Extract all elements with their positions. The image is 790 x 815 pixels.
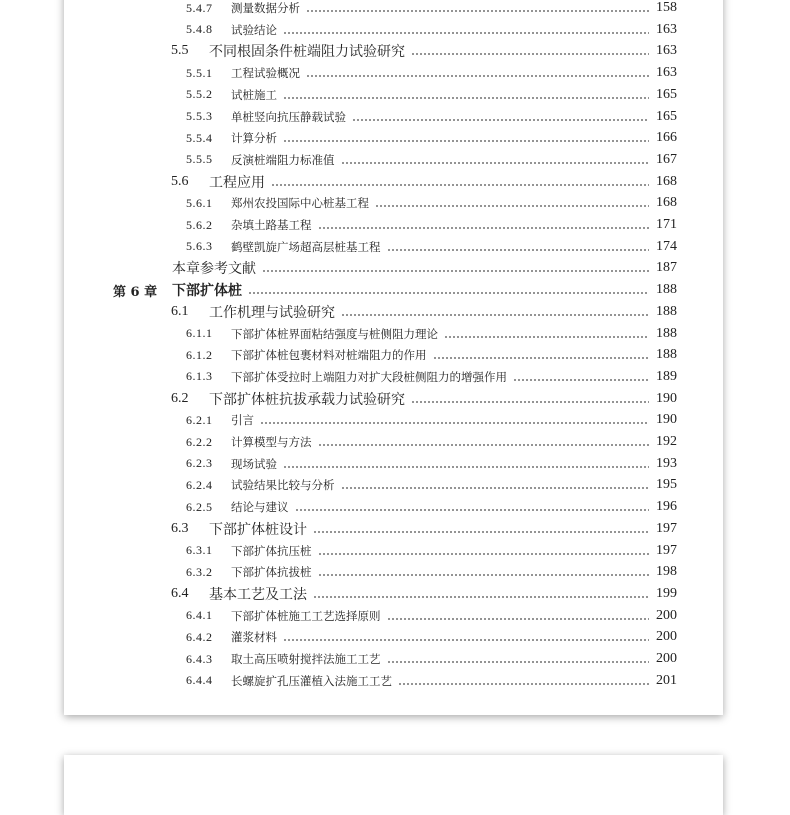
toc-entry-page-number: 190 bbox=[656, 412, 677, 428]
toc-entry[interactable] bbox=[186, 63, 677, 83]
toc-entry-number: 5.6.2 bbox=[186, 217, 213, 232]
toc-entry[interactable] bbox=[186, 432, 677, 452]
toc-entry[interactable] bbox=[186, 606, 677, 626]
toc-entry-title: 本章参考文献 bbox=[172, 261, 256, 278]
toc-entry-page-number: 196 bbox=[656, 499, 677, 515]
dot-leader bbox=[387, 249, 650, 251]
toc-entry-page-number: 163 bbox=[656, 21, 677, 37]
toc-entry-page-number: 198 bbox=[656, 564, 677, 580]
toc-entry[interactable] bbox=[186, 193, 677, 213]
toc-entry-number: 6.3.2 bbox=[186, 564, 213, 579]
toc-entry-title: 引言 bbox=[231, 413, 254, 428]
toc-entry[interactable] bbox=[186, 454, 677, 474]
dot-leader bbox=[387, 618, 650, 620]
toc-entry-title: 下部扩体桩 bbox=[172, 283, 242, 300]
toc-entry-number: 6.2.4 bbox=[186, 477, 213, 492]
toc-entry[interactable] bbox=[171, 172, 677, 192]
toc-entry-title: 工作机理与试验研究 bbox=[209, 304, 335, 321]
toc-entry-number: 5.5.5 bbox=[186, 152, 213, 167]
toc-entry-number: 5.5 bbox=[171, 43, 189, 59]
toc-entry-number: 6.3 bbox=[171, 520, 189, 536]
toc-entry[interactable] bbox=[186, 497, 677, 517]
toc-entry-page-number: 200 bbox=[656, 629, 677, 645]
toc-entry-number: 6.4.2 bbox=[186, 629, 213, 644]
dot-leader bbox=[318, 574, 650, 576]
toc-entry[interactable] bbox=[172, 258, 677, 278]
toc-entry-number: 6.1 bbox=[171, 303, 189, 319]
toc-entry-title: 测量数据分析 bbox=[231, 1, 300, 15]
toc-entry[interactable] bbox=[186, 324, 677, 344]
toc-entry-number: 6.4.3 bbox=[186, 651, 213, 666]
toc-entry[interactable] bbox=[171, 302, 677, 322]
dot-leader bbox=[306, 10, 649, 12]
toc-entry-page-number: 197 bbox=[656, 520, 677, 536]
toc-entry-page-number: 195 bbox=[656, 477, 677, 493]
toc-entry[interactable] bbox=[186, 649, 677, 669]
toc-entry-page-number: 158 bbox=[656, 0, 677, 15]
toc-entry-number: 5.6 bbox=[171, 173, 189, 189]
toc-entry-number: 5.6.3 bbox=[186, 239, 213, 254]
toc-entry-title: 结论与建议 bbox=[231, 500, 289, 515]
dot-leader bbox=[262, 270, 649, 272]
toc-entry-title: 下部扩体抗拔桩 bbox=[231, 565, 312, 580]
toc-entry[interactable] bbox=[186, 128, 677, 148]
toc-entry-title: 下部扩体桩抗拔承载力试验研究 bbox=[209, 391, 405, 408]
toc-entry-title: 单桩竖向抗压静载试验 bbox=[231, 109, 346, 124]
toc-entry-number: 6.1.3 bbox=[186, 369, 213, 384]
dot-leader bbox=[444, 336, 649, 338]
dot-leader bbox=[283, 32, 649, 34]
dot-leader bbox=[248, 292, 649, 294]
toc-entry[interactable] bbox=[186, 215, 677, 235]
toc-entry-number: 5.5.4 bbox=[186, 130, 213, 145]
toc-entry[interactable] bbox=[186, 20, 677, 40]
toc-entry-page-number: 188 bbox=[656, 303, 677, 319]
toc-entry-page-number: 193 bbox=[656, 455, 677, 471]
toc-entry[interactable] bbox=[186, 85, 677, 105]
toc-entry-title: 郑州农投国际中心桩基工程 bbox=[231, 196, 369, 211]
toc-entry-page-number: 163 bbox=[656, 43, 677, 59]
toc-entry-number: 6.1.1 bbox=[186, 326, 213, 340]
toc-entry-number: 6.4.4 bbox=[186, 673, 213, 688]
toc-entry[interactable] bbox=[186, 475, 677, 495]
toc-entry-title: 反演桩端阻力标准值 bbox=[231, 152, 335, 167]
toc-entry[interactable] bbox=[171, 519, 677, 539]
toc-entry[interactable] bbox=[186, 345, 677, 365]
dot-leader bbox=[271, 184, 649, 186]
toc-entry-title: 长螺旋扩孔压灌植入法施工工艺 bbox=[231, 673, 392, 688]
toc-entry[interactable] bbox=[186, 627, 677, 647]
toc-entry-title: 基本工艺及工法 bbox=[209, 586, 307, 603]
toc-entry-page-number: 171 bbox=[656, 217, 677, 232]
toc-entry-page-number: 188 bbox=[656, 347, 677, 363]
dot-leader bbox=[341, 314, 649, 316]
toc-entry-number: 5.5.3 bbox=[186, 109, 213, 123]
toc-entry[interactable] bbox=[186, 150, 677, 170]
toc-entry-number: 6.2.1 bbox=[186, 412, 213, 427]
toc-entry-page-number: 200 bbox=[656, 607, 677, 623]
toc-entry-number: 6.2.3 bbox=[186, 456, 213, 471]
toc-entry-page-number: 189 bbox=[656, 368, 677, 384]
toc-entry[interactable] bbox=[171, 584, 677, 604]
toc-entry-title: 试验结果比较与分析 bbox=[231, 478, 335, 493]
dot-leader bbox=[260, 422, 649, 424]
dot-leader bbox=[352, 119, 649, 121]
toc-entry-number: 6.2.2 bbox=[186, 434, 213, 449]
toc-entry-number: 6.3.1 bbox=[186, 543, 213, 557]
toc-entry-number: 6.4 bbox=[171, 585, 189, 601]
toc-entry-title: 下部扩体受拉时上端阻力对扩大段桩侧阻力的增强作用 bbox=[231, 369, 507, 384]
dot-leader bbox=[318, 553, 650, 555]
toc-entry-page-number: 166 bbox=[656, 130, 677, 146]
dot-leader bbox=[398, 683, 649, 685]
dot-leader bbox=[341, 162, 650, 164]
toc-entry-number: 6.4.1 bbox=[186, 608, 213, 623]
toc-entry-number: 6.1.2 bbox=[186, 347, 213, 362]
dot-leader bbox=[283, 97, 649, 99]
toc-entry-title: 下部扩体桩设计 bbox=[209, 521, 307, 538]
toc-entry-number: 5.6.1 bbox=[186, 195, 213, 210]
toc-entry-page-number: 165 bbox=[656, 86, 677, 102]
toc-entry-page-number: 197 bbox=[656, 542, 677, 558]
toc-entry-title: 计算分析 bbox=[231, 131, 277, 146]
toc-entry[interactable] bbox=[186, 0, 677, 18]
dot-leader bbox=[375, 205, 649, 207]
toc-entry[interactable] bbox=[186, 367, 677, 387]
toc-entry-title: 工程试验概况 bbox=[231, 66, 300, 81]
toc-entry-title: 下部扩体桩施工工艺选择原则 bbox=[231, 608, 381, 623]
toc-entry-title: 下部扩体抗压桩 bbox=[231, 543, 312, 558]
toc-entry[interactable] bbox=[113, 280, 677, 300]
dot-leader bbox=[318, 444, 650, 446]
dot-leader bbox=[513, 379, 649, 381]
toc-entry-page-number: 201 bbox=[656, 672, 677, 688]
toc-entry-number: 5.4.8 bbox=[186, 22, 213, 37]
toc-entry-title: 工程应用 bbox=[209, 174, 265, 191]
toc-entry-page-number: 167 bbox=[656, 151, 677, 167]
dot-leader bbox=[341, 487, 650, 489]
toc-entry[interactable] bbox=[186, 671, 677, 691]
toc-entry-page-number: 192 bbox=[656, 434, 677, 449]
dot-leader bbox=[313, 596, 649, 598]
toc-entry-title: 现场试验 bbox=[231, 456, 277, 471]
dot-leader bbox=[283, 466, 649, 468]
toc-entry[interactable] bbox=[171, 41, 677, 61]
dot-leader bbox=[433, 357, 650, 359]
toc-entry-title: 下部扩体桩包裹材料对桩端阻力的作用 bbox=[231, 348, 427, 363]
toc-entry-title: 试桩施工 bbox=[231, 87, 277, 102]
toc-entry[interactable] bbox=[186, 562, 677, 582]
toc-entry-title: 杂填土路基工程 bbox=[231, 218, 312, 232]
toc-entry-page-number: 190 bbox=[656, 390, 677, 406]
dot-leader bbox=[411, 53, 649, 55]
toc-entry-page-number: 168 bbox=[656, 173, 677, 189]
toc-entry-page-number: 200 bbox=[656, 651, 677, 666]
toc-entry-number: 5.5.2 bbox=[186, 87, 213, 102]
next-document-page bbox=[64, 755, 723, 815]
toc-entry[interactable] bbox=[171, 389, 677, 409]
dot-leader bbox=[295, 509, 650, 511]
toc-entry-number: 5.5.1 bbox=[186, 65, 213, 80]
toc-entry-number: 5.4.7 bbox=[186, 0, 213, 15]
toc-entry-title: 计算模型与方法 bbox=[231, 435, 312, 449]
toc-entry[interactable] bbox=[186, 410, 677, 430]
toc-entry-title: 不同根固条件桩端阻力试验研究 bbox=[209, 44, 405, 61]
toc-entry-page-number: 165 bbox=[656, 108, 677, 124]
toc-entry-number: 第 6 章 bbox=[113, 284, 158, 300]
toc-entry-page-number: 199 bbox=[656, 585, 677, 601]
dot-leader bbox=[283, 639, 649, 641]
dot-leader bbox=[283, 140, 649, 142]
toc-entry-page-number: 187 bbox=[656, 260, 677, 276]
toc-entry-title: 试验结论 bbox=[231, 22, 277, 37]
toc-entry-page-number: 174 bbox=[656, 238, 677, 254]
toc-entry-title: 下部扩体桩界面粘结强度与桩侧阻力理论 bbox=[231, 326, 438, 341]
toc-entry[interactable] bbox=[186, 107, 677, 127]
toc-entry-title: 鹤壁凯旋广场超高层桩基工程 bbox=[231, 239, 381, 254]
toc-entry-title: 取土高压喷射搅拌法施工工艺 bbox=[231, 652, 381, 666]
toc-entry-number: 6.2.5 bbox=[186, 499, 213, 514]
toc-entry-page-number: 163 bbox=[656, 65, 677, 81]
toc-entry-page-number: 168 bbox=[656, 195, 677, 211]
toc-entry[interactable] bbox=[186, 541, 677, 561]
toc-entry-page-number: 188 bbox=[656, 325, 677, 341]
dot-leader bbox=[318, 227, 650, 229]
toc-entry[interactable] bbox=[186, 237, 677, 257]
toc-entry-page-number: 188 bbox=[656, 282, 677, 298]
dot-leader bbox=[387, 661, 650, 663]
toc-entry-number: 6.2 bbox=[171, 390, 189, 406]
dot-leader bbox=[411, 401, 649, 403]
dot-leader bbox=[313, 531, 649, 533]
toc-entry-title: 灌浆材料 bbox=[231, 630, 277, 645]
dot-leader bbox=[306, 75, 649, 77]
